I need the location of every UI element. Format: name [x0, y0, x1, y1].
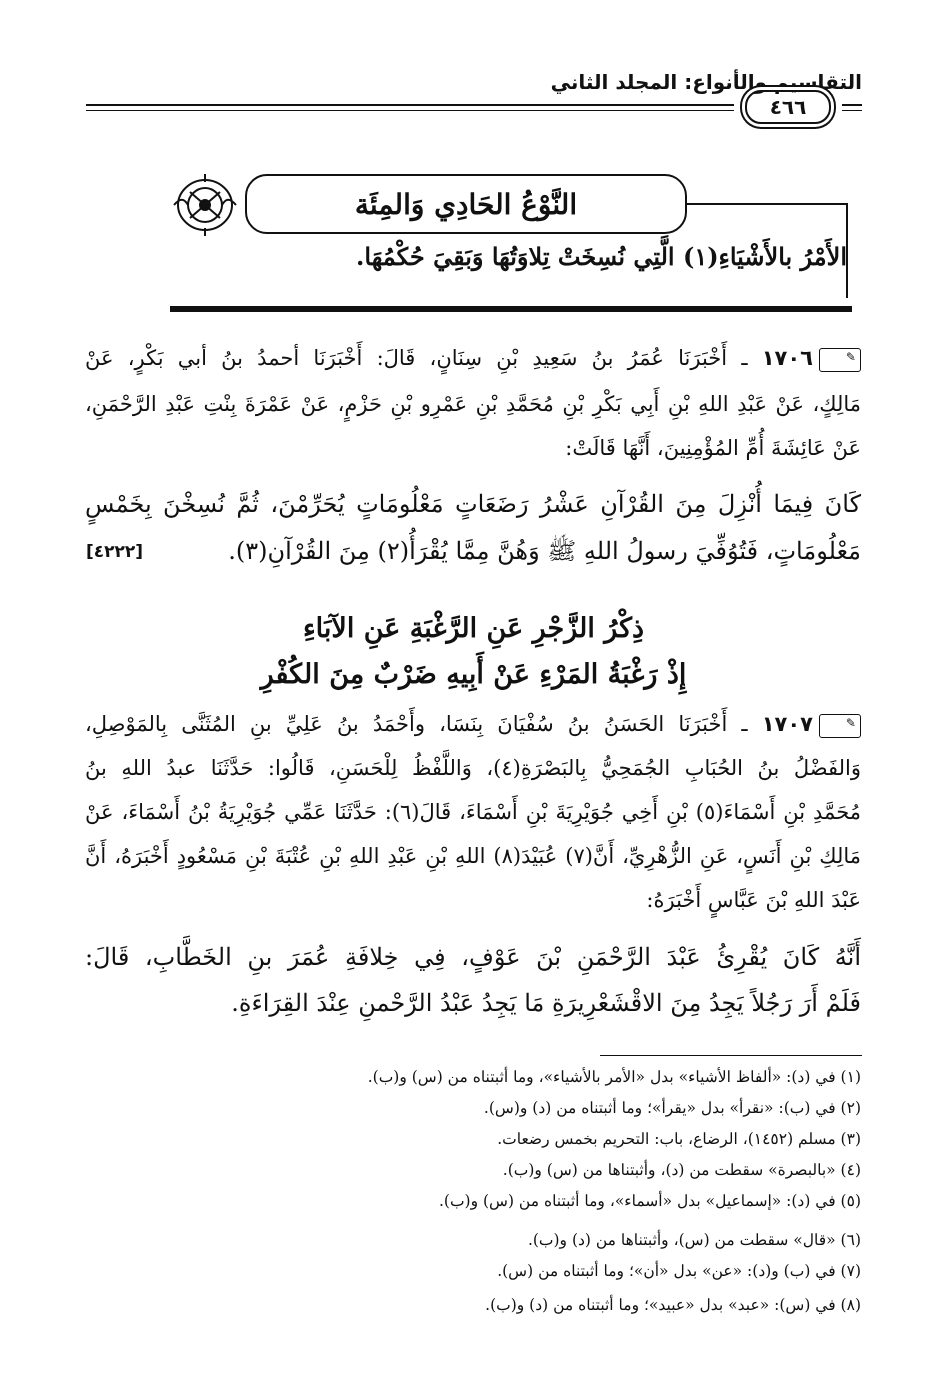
footnote-8: (٨) في (س): «عبد» بدل «عبيد»؛ وما أثبتناه من (د) و(ب).: [485, 1296, 861, 1314]
header-rule-right-2: [842, 110, 862, 111]
floral-ornament-icon: [170, 172, 240, 238]
header-rule-left: [86, 104, 734, 106]
header-rule-left-2: [86, 110, 734, 111]
hadith-1706-line-3: عَنْ عَائِشَةَ أُمِّ المُؤْمِنِينَ، أَنَّهَا قَالَتْ:: [565, 436, 861, 460]
header-rule-right: [842, 104, 862, 106]
section-heading-line-2: إِذْ رَغْبَةُ المَرْءِ عَنْ أَبِيهِ ضَرْبٌ مِنَ الكُفْرِ: [260, 659, 687, 690]
hadith-1707-line-4: مَالِكِ بْنِ أَنَسٍ، عَنِ الزُّهْرِيِّ، أَنَّ(٧) عُبَيْدَ(٨) اللهِ بْنِ عَبْدِ اللهِ بْنِ عُتْبَةَ بْنِ مَسْعُودٍ أَخْبَرَهُ، أَنَّ: [85, 844, 861, 868]
hadith-1706-line-2: مَالِكٍ، عَنْ عَبْدِ اللهِ بْنِ أَبِي بَكْرِ بْنِ مُحَمَّدِ بْنِ عَمْرِو بْنِ حَزْمٍ، عَنْ عَمْرَةَ بِنْتِ عَبْدِ الرَّحْمَنِ،: [85, 392, 861, 416]
hadith-1707-line-3: مُحَمَّدِ بْنِ أَسْمَاءَ(٥) بْنِ أَخِي جُوَيْرِيَةَ بْنِ أَسْمَاءَ، قَالَ(٦): حَدَّثَنَا عَمِّي جُوَيْرِيَةُ بْنُ أَسْمَاءَ، عَنْ: [85, 800, 861, 824]
chapter-title: النَّوْعُ الحَادِي وَالمِئَة: [245, 174, 687, 234]
hadith-1706-matn-1: كَانَ فِيمَا أُنْزِلَ مِنَ القُرْآنِ عَشْرُ رَضَعَاتٍ مَعْلُومَاتٍ يُحَرِّمْنَ، ثُمَّ نُسِخْنَ بِخَمْسٍ: [85, 490, 861, 518]
hadith-1706-line-1: [85, 346, 861, 372]
hadith-marker-icon: ✎: [819, 348, 861, 372]
hadith-text: ـ أَخْبَرَنَا عُمَرُ بنُ سَعِيدِ بْنِ سِنَانٍ، قَالَ: أَخْبَرَنَا أحمدُ بنُ أبي بَكْرٍ، عَنْ: [85, 346, 748, 370]
hadith-1706-reference: [٤٢٢٢]: [86, 542, 144, 562]
footnote-5: (٥) في (د): «إسماعيل» بدل «أسماء»، وما أثبتناه من (س) و(ب).: [438, 1192, 861, 1210]
footnote-4: (٤) «بالبصرة» سقطت من (د)، وأثبتناها من (س) و(ب).: [502, 1161, 861, 1179]
footnote-7: (٧) في (ب) و(د): «عن» بدل «أن»؛ وما أثبتناه من (س).: [497, 1262, 861, 1280]
section-heading-line-1: ذِكْرُ الزَّجْرِ عَنِ الرَّغْبَةِ عَنِ الآبَاءِ: [302, 613, 645, 644]
page-number: ٤٦٦: [745, 90, 831, 124]
title-connector-line: [687, 203, 847, 205]
hadith-1707-matn-2: فَلَمْ أَرَ رَجُلاً يَجِدُ مِنَ الاقْشَعْرِيرَةِ مَا يَجِدُ عَبْدُ الرَّحْمنِ عِنْدَ القِرَاءَةِ.: [231, 989, 861, 1017]
footnote-1: (١) في (د): «ألفاظ الأشياء» بدل «الأمر بالأشياء»، وما أثبتناه من (س) و(ب).: [367, 1068, 861, 1086]
hadith-number: ١٧٠٦: [761, 346, 813, 370]
footnote-separator: [600, 1055, 862, 1056]
hadith-1707-matn-1: أَنَّهُ كَانَ يُقْرِئُ عَبْدَ الرَّحْمَنِ بْنَ عَوْفٍ، فِي خِلافَةِ عُمَرَ بنِ الخَطَّابِ، قَالَ:: [85, 943, 861, 971]
hadith-1707-line-1: [85, 712, 861, 738]
hadith-text: ـ أَخْبَرَنَا الحَسَنُ بنُ سُفْيَانَ بِنَسَا، وأَحْمَدُ بنُ عَلِيِّ بنِ المُثَنَّى بِالمَوْصِلِ،: [85, 712, 748, 736]
running-head: التقاسيم والأنواع: المجلد الثاني: [550, 70, 862, 94]
chapter-subtitle: الأَمْرُ بالأَشْيَاءِ(١) الَّتِي نُسِخَتْ تِلاوَتُهَا وَبَقِيَ حُكْمُهَا.: [356, 242, 847, 271]
footnote-6: (٦) «قال» سقطت من (س)، وأثبتناها من (د) و(ب).: [527, 1231, 861, 1249]
hadith-1707-line-2: وَالفَضْلُ بنُ الحُبَابِ الجُمَحِيُّ بِالبَصْرَةِ(٤)، وَاللَّفْظُ لِلْحَسَنِ، قَالُوا: حَدَّثَنَا عبدُ اللهِ بنُ: [85, 756, 862, 780]
hadith-1706-matn-2: مَعْلُومَاتٍ، فَتُوُفِّيَ رسولُ اللهِ ﷺ وَهُنَّ مِمَّا يُقْرَأُ(٢) مِنَ القُرْآنِ(٣).: [228, 537, 861, 565]
hadith-1707-line-5: عَبْدَ اللهِ بْنَ عَبَّاسٍ أَخْبَرَهُ:: [646, 888, 861, 912]
footnote-3: (٣) مسلم (١٤٥٢)، الرضاع، باب: التحريم بخمس رضعات.: [497, 1130, 861, 1148]
hadith-marker-icon: ✎: [819, 714, 861, 738]
title-underline-thick: [170, 306, 852, 312]
footnote-2: (٢) في (ب): «نقرأ» بدل «يقرأ»؛ وما أثبتناه من (د) و(س).: [483, 1099, 861, 1117]
hadith-number: ١٧٠٧: [761, 712, 813, 736]
